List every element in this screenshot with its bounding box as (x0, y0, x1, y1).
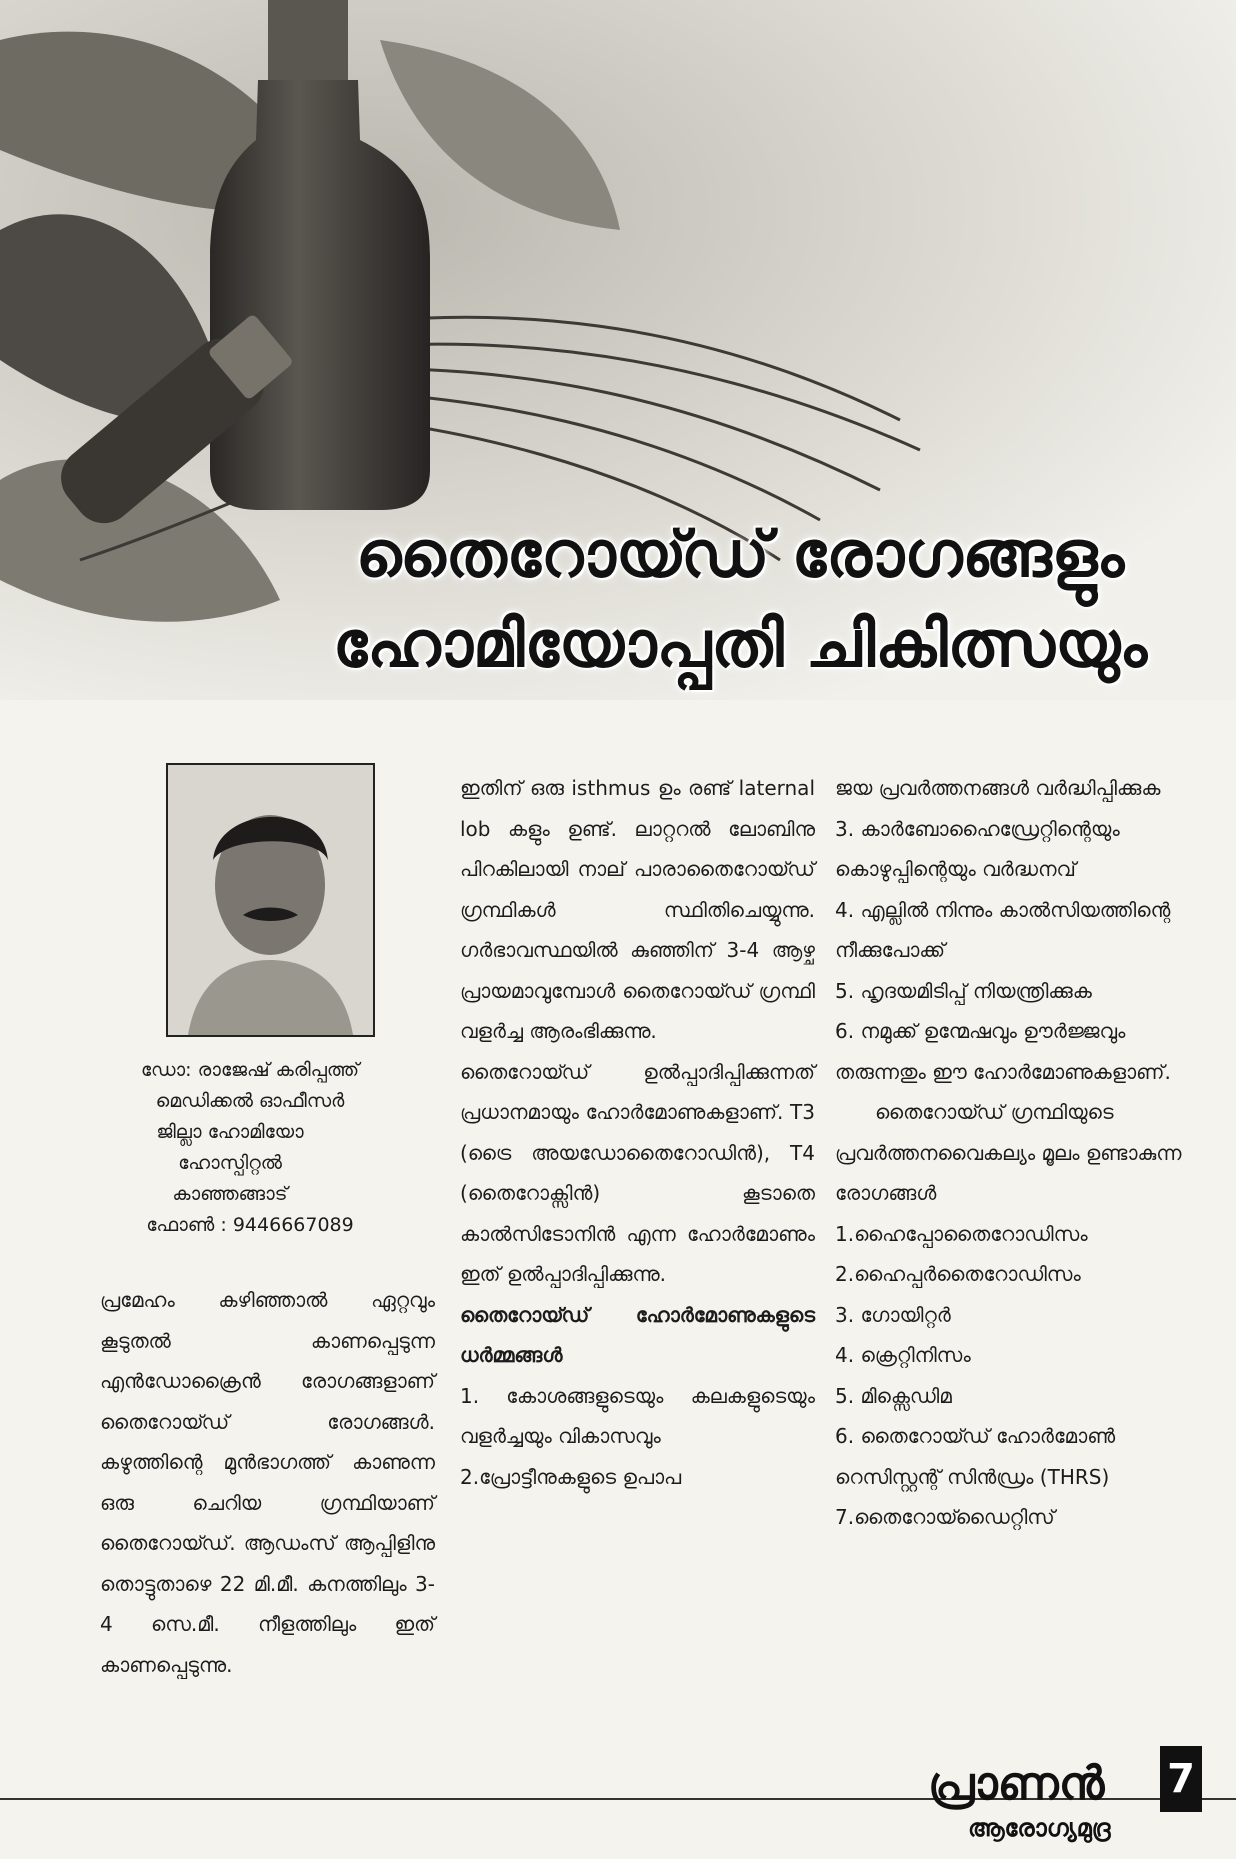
disease-item: 3. ഗോയിറ്റർ (835, 1302, 951, 1327)
disease-item: 4. ക്രെറ്റിനിസം (835, 1343, 971, 1367)
function-item-5: 5. ഹൃദയമിടിപ്പ് നിയന്ത്രിക്കുക (835, 978, 1092, 1003)
disease-item: 5. മിക്സെഡിമ (835, 1383, 952, 1408)
disease-item: 6. തൈറോയ്ഡ് ഹോർമോൺ റെസിസ്റ്റന്റ് സിൻഡ്രം (THRS) (835, 1424, 1116, 1489)
author-place: കാഞ്ഞങ്ങാട് (172, 1183, 288, 1205)
herbs-and-bottle-illustration (0, 0, 1236, 700)
author-designation: മെഡിക്കൽ ഓഫീസർ (155, 1090, 345, 1112)
article-title-line2: ഹോമിയോപ്പതി ചികിത്സയും (332, 608, 1148, 682)
function-item-4: 4. എല്ലിൽ നിന്നും കാൽസിയത്തിന്റെ നീക്കുപോക്ക് (835, 897, 1171, 962)
function-item-3: 3. കാർബോഹൈഡ്രേറ്റിന്റെയും കൊഴുപ്പിന്റെയും വർദ്ധനവ് (835, 816, 1120, 881)
disease-item: 7.തൈറോയ്ഡൈറ്റിസ് (835, 1505, 1055, 1529)
page-number: 7 (1160, 1746, 1202, 1812)
anatomy-paragraph: ഇതിന് ഒരു isthmus ഉം രണ്ട് laternal lob കളും ഉണ്ട്. ലാറ്ററൽ ലോബിനു പിറകിലായി നാല് പാരാതൈറോയ്ഡ് ഗ്രന്ഥികൾ സ്ഥിതിചെയ്യുന്നു. ഗർഭാവസ്ഥയിൽ കുഞ്ഞിന് 3-4 ആഴ്ച പ്രായമാവുമ്പോൾ തൈറോയ്ഡ് ഗ്രന്ഥി വളർച്ച ആരംഭിക്കുന്നു. (460, 776, 815, 1043)
column-3 (835, 768, 1190, 1538)
disease-item: 1.ഹൈപ്പോതൈറോഡിസം (835, 1221, 1088, 1246)
function-item-1: 1. കോശങ്ങളുടെയും കലകളുടെയും വളർച്ചയും വികാസവും (460, 1383, 815, 1448)
magazine-logo (928, 1756, 1178, 1856)
author-photo (166, 763, 375, 1037)
author-name: ഡോ: രാജേഷ് കരിപ്പത്ത് (140, 1059, 360, 1081)
author-phone: ഫോൺ : 9446667089 (146, 1214, 354, 1236)
logo-name: പ്രാണൻ (928, 1756, 1105, 1810)
author-hospital-line2: ഹോസ്പിറ്റൽ (178, 1152, 282, 1174)
hormones-paragraph: തൈറോയ്ഡ് ഉൽപ്പാദിപ്പിക്കുന്നത് പ്രധാനമായും ഹോർമോണുകളാണ്. T3 (ട്രൈ അയഡോതൈറോഡിൻ), T4 (തൈറോക്സിൻ) കൂടാതെ കാൽസിടോനിൻ എന്ന ഹോർമോണും ഇത് ഉൽപ്പാദിപ്പിക്കുന്നു. (460, 1059, 815, 1286)
hero-image (0, 0, 1236, 700)
article-title-line1: തൈറോയ്ഡ് രോഗങ്ങളും (355, 518, 1125, 592)
author-hospital-line1: ജില്ലാ ഹോമിയോ (156, 1121, 304, 1143)
function-item-2-cont: ജയ പ്രവർത്തനങ്ങൾ വർദ്ധിപ്പിക്കുക (835, 776, 1161, 800)
logo-subtitle: ആരോഗ്യമുദ്ര (968, 1814, 1111, 1842)
column-2 (460, 768, 815, 1497)
function-item-2: 2.പ്രോട്ടീനുകളുടെ ഉപാപ (460, 1464, 682, 1489)
function-item-6: 6. നമുക്ക് ഉന്മേഷവും ഊർജ്ജവും തരുന്നതും ഈ ഹോർമോണുകളാണ്. (835, 1019, 1171, 1084)
diseases-intro: തൈറോയ്ഡ് ഗ്രന്ഥിയുടെ പ്രവർത്തനവൈകല്യം മൂലം ഉണ്ടാകുന്ന രോഗങ്ങൾ (835, 1100, 1182, 1205)
column-1 (100, 1280, 435, 1685)
author-portrait-icon (168, 765, 373, 1035)
disease-item: 2.ഹൈപ്പർതൈറോഡിസം (835, 1262, 1081, 1286)
intro-paragraph: പ്രമേഹം കഴിഞ്ഞാൽ ഏറ്റവും കൂടുതൽ കാണപ്പെടുന്ന എൻഡോക്രൈൻ രോഗങ്ങളാണ് തൈറോയ്ഡ് രോഗങ്ങൾ. കഴുത്തിന്റെ മുൻഭാഗത്ത് കാണുന്ന ഒരു ചെറിയ ഗ്രന്ഥിയാണ് തൈറോയ്ഡ്. ആഡംസ് ആപ്പിളിനു തൊട്ടുതാഴെ 22 മി.മീ. കനത്തിലും 3-4 സെ.മീ. നീളത്തിലും ഇത് കാണപ്പെടുന്നു. (100, 1288, 435, 1677)
functions-heading: തൈറോയ്ഡ് ഹോർമോണുകളുടെ ധർമ്മങ്ങൾ (460, 1302, 815, 1367)
